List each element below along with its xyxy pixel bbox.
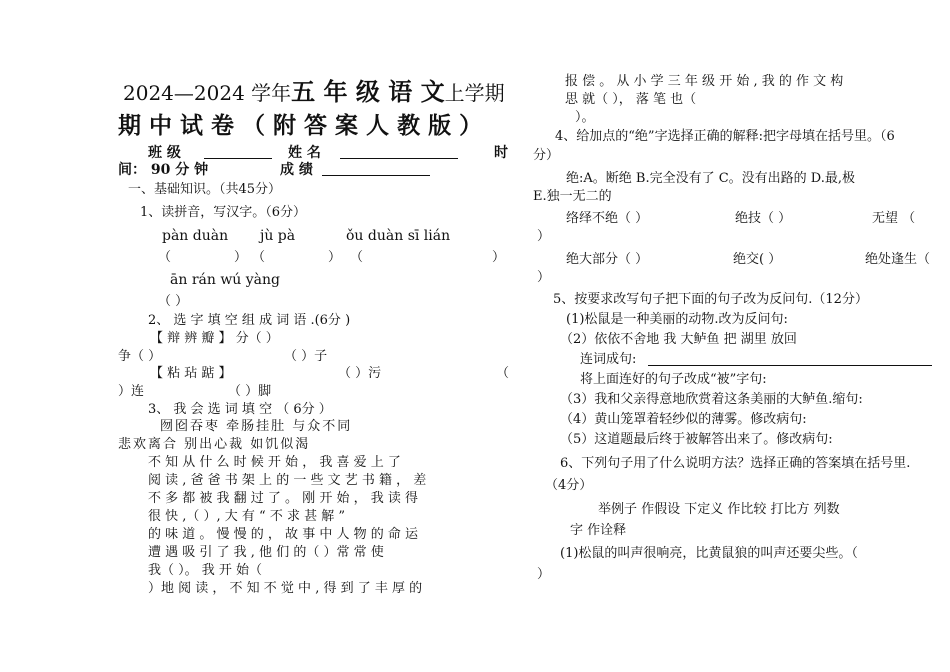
question-4-cont: 分）	[533, 148, 560, 163]
question-3: 3、 我 会 选 词 填 空 （ 6分 ）	[148, 402, 332, 417]
q2-line-4a: ）连	[118, 384, 145, 399]
blank-3-close[interactable]: ）	[492, 250, 506, 265]
q4-item-6: 绝处逢生（	[865, 252, 931, 267]
q5-answer-line[interactable]	[648, 353, 932, 366]
q2-line-2b: （ ）子	[284, 349, 328, 364]
blank-4[interactable]: （ ）	[158, 294, 189, 309]
q4-item-1: 络绎不绝（ ）	[566, 211, 649, 226]
name-field[interactable]	[340, 146, 458, 159]
time-label-2: 间： 90 分 钟	[118, 162, 209, 178]
question-4: 4、给加点的“绝”字选择正确的解释:把字母填在括号里。（6	[555, 129, 895, 144]
pinyin-4: ān rán wú yàng	[170, 272, 281, 288]
continued-line-1: 报 偿 。 从 小 学 三 年 级 开 始 , 我 的 作 文 构	[565, 74, 844, 89]
q3-words-2: 悲欢离合 别出心裁 如饥似渴	[118, 437, 311, 452]
q5-item-4: （4）黄山笼罩着轻纱似的薄雾。修改病句:	[560, 412, 807, 427]
pinyin-3: ǒu duàn sī lián	[346, 228, 451, 244]
passage-line-8: ）地 阅 读 ， 不 知 不 觉 中 , 得 到 了 丰 厚 的	[148, 581, 423, 596]
q2-line-4b: （ ）脚	[228, 384, 272, 399]
title-prefix: 2024—2024 学年	[123, 81, 292, 105]
exam-subtitle: 期 中 试 卷 （ 附 答 案 人 教 版 ）	[118, 112, 483, 139]
pinyin-1: pàn duàn	[162, 228, 229, 244]
blank-3-open[interactable]: （	[350, 250, 364, 265]
question-1: 1、读拼音，写汉字。（6分）	[140, 205, 307, 220]
q4-options-cont: E.独一无二的	[533, 189, 612, 204]
q6-methods: 举例子 作假设 下定义 作比较 打比方 列数	[598, 502, 840, 517]
question-6: 6、下列句子用了什么说明方法？选择正确的答案填在括号里.	[560, 456, 911, 471]
question-2: 2、 选 字 填 空 组 成 词 语 .(6分 )	[148, 313, 351, 328]
q3-words-1: 囫囵吞枣 牵肠挂肚 与众不同	[160, 419, 353, 434]
q4-item-5: 绝交( ）	[733, 252, 782, 267]
q6-item-1: (1)松鼠的叫声很响亮，比黄鼠狼的叫声还要尖些。（	[560, 546, 858, 561]
class-field[interactable]	[204, 146, 272, 159]
passage-line-6: 遭 遇 吸 引 了 我 , 他 们 的（ ）常 常 使	[148, 545, 384, 560]
q4-item-2: 绝技（ ）	[735, 211, 792, 226]
title-grade: 五 年 级 语 文	[291, 77, 445, 106]
continued-line-2: 思 就（ ）， 落 笔 也（	[565, 92, 697, 107]
name-label: 姓 名	[288, 145, 321, 161]
q5-item-2b: 连词成句:	[580, 352, 637, 367]
passage-line-3: 不 多 都 被 我 翻 过 了 。 刚 开 始 ， 我 读 得	[148, 491, 418, 506]
q6-item-1-end: ）	[537, 567, 551, 582]
q2-line-3b: （ ）污	[338, 366, 382, 381]
continued-line-3: ）。	[575, 110, 595, 125]
passage-line-1: 不 知 从 什 么 时 候 开 始 ， 我 喜 爱 上 了	[148, 455, 401, 470]
passage-line-2: 阅 读 , 爸 爸 书 架 上 的 一 些 文 艺 书 籍 ， 差	[148, 473, 427, 488]
q2-line-3a: 【 粘 玷 踮 】	[150, 366, 232, 381]
blank-2-open[interactable]: （	[252, 250, 266, 265]
question-5: 5、按要求改写句子把下面的句子改为反问句.（12分）	[553, 292, 868, 307]
question-6-cont: （4分）	[545, 478, 593, 493]
q4-item-6-end: ）	[537, 270, 551, 285]
passage-line-4: 很 快 ,（ ）, 大 有 “ 不 求 甚 解 ”	[148, 509, 346, 524]
passage-line-5: 的 味 道 。 慢 慢 的 ， 故 事 中 人 物 的 命 运	[148, 527, 418, 542]
q5-item-3: （3）我和父亲得意地欣赏着这条美丽的大鲈鱼.缩句:	[560, 392, 863, 407]
q2-line-2a: 争（ ）	[118, 349, 162, 364]
blank-1-close[interactable]: ）	[234, 250, 248, 265]
q6-methods-cont: 字 作诠释	[570, 523, 627, 538]
exam-title	[123, 79, 505, 106]
q5-item-2: （2）依依不舍地 我 大鲈鱼 把 湖里 放回	[560, 332, 797, 347]
title-suffix: 上学期	[444, 81, 505, 105]
q4-item-4: 绝大部分（ ）	[566, 252, 649, 267]
score-field[interactable]	[322, 163, 430, 176]
section-basic: 一、基础知识。（共45分）	[128, 182, 282, 197]
score-label: 成 绩	[280, 162, 313, 178]
q2-line-1: 【 辩 辨 瓣 】 分（ ）	[150, 331, 279, 346]
q5-item-5: （5）这道题最后终于被解答出来了。修改病句:	[560, 432, 833, 447]
pinyin-2: jù pà	[260, 228, 296, 244]
q2-line-3c: （	[496, 366, 510, 381]
class-label: 班 级	[148, 145, 181, 161]
q5-item-2c: 将上面连好的句子改成“被”字句:	[580, 372, 767, 387]
q4-item-3-end: ）	[537, 229, 551, 244]
q5-item-1: (1)松鼠是一种美丽的动物.改为反问句:	[566, 312, 788, 327]
passage-line-7: 我（ ）。 我 开 始（	[148, 563, 263, 578]
time-label-1: 时	[494, 145, 508, 161]
blank-1-open[interactable]: （	[158, 250, 172, 265]
q4-item-3: 无望 （	[872, 211, 916, 226]
blank-2-close[interactable]: ）	[328, 250, 342, 265]
q4-options: 绝:A。断绝 B.完全没有了 C。没有出路的 D.最,极	[566, 171, 856, 186]
